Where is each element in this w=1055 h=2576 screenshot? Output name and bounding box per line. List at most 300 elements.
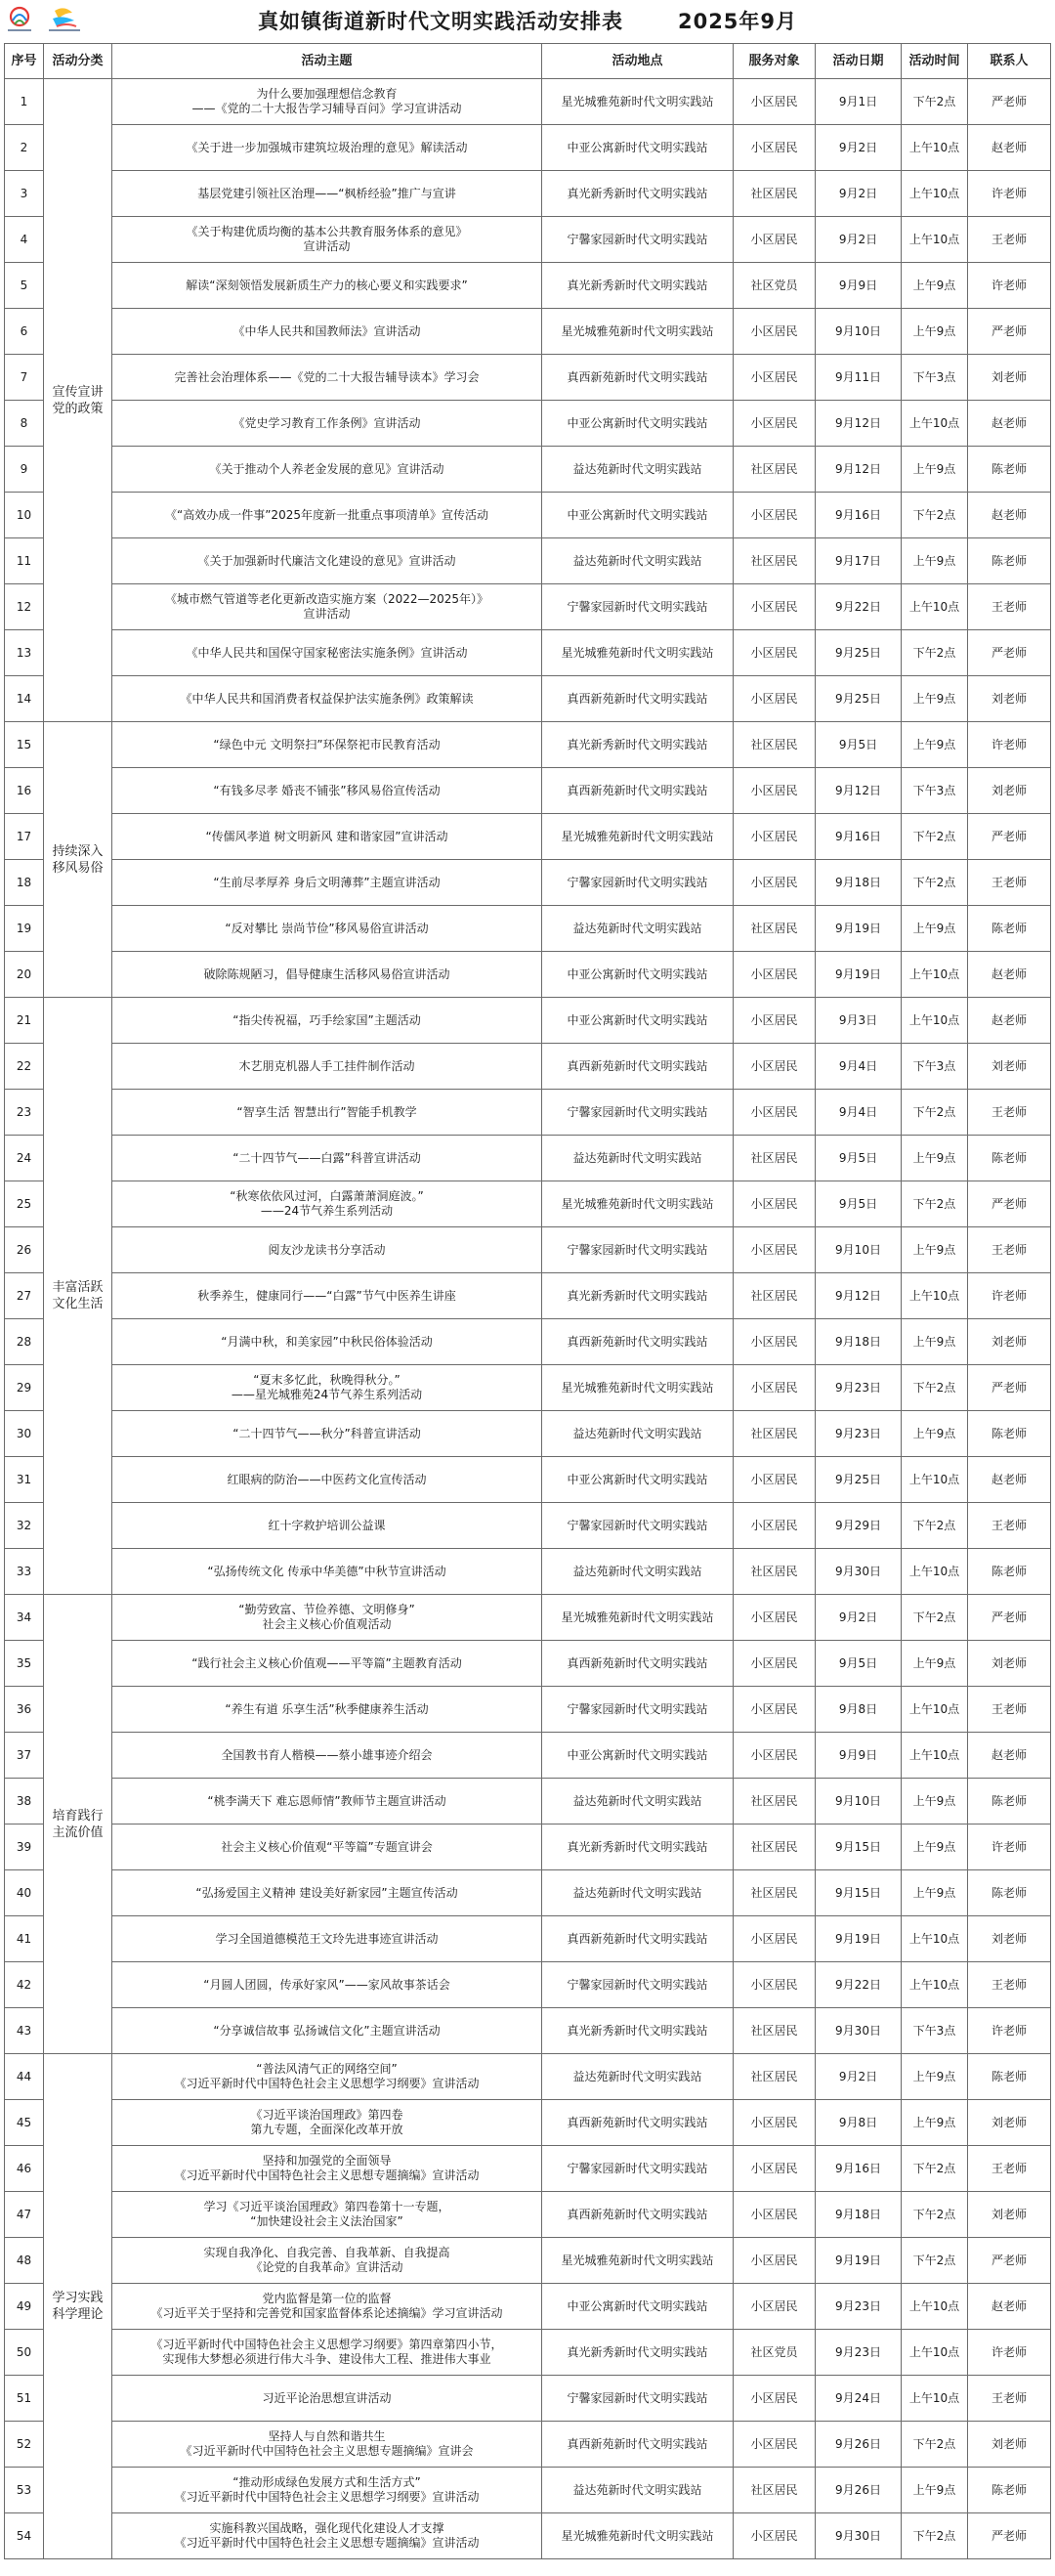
table-row (5, 2008, 1051, 2054)
activity-theme: 秋季养生，健康同行——“白露”节气中医养生讲座 (112, 1273, 542, 1319)
activity-time: 下午3点 (902, 1044, 968, 1090)
table-row (5, 125, 1051, 171)
table-row (5, 1549, 1051, 1595)
header-row (5, 44, 1051, 79)
service-target: 社区党员 (734, 2330, 816, 2376)
activity-date: 9月17日 (816, 538, 902, 584)
activity-date: 9月26日 (816, 2422, 902, 2468)
row-number: 52 (5, 2422, 44, 2468)
table-row (5, 263, 1051, 309)
activity-place: 宁馨家园新时代文明实践站 (542, 860, 734, 906)
activity-place: 宁馨家园新时代文明实践站 (542, 1962, 734, 2008)
activity-theme: 《中华人民共和国保守国家秘密法实施条例》宣讲活动 (112, 630, 542, 676)
service-target: 小区居民 (734, 676, 816, 722)
contact-person: 陈老师 (968, 1779, 1051, 1825)
activity-theme: “月满中秋，和美家园”中秋民俗体验活动 (112, 1319, 542, 1365)
activity-theme: “月圆人团圆，传承好家风”——家风故事茶话会 (112, 1962, 542, 2008)
activity-date: 9月30日 (816, 2513, 902, 2559)
activity-theme: 学习全国道德模范王文玲先进事迹宣讲活动 (112, 1916, 542, 1962)
table-row (5, 1044, 1051, 1090)
activity-time: 上午10点 (902, 1457, 968, 1503)
activity-place: 星光城雅苑新时代文明实践站 (542, 630, 734, 676)
activity-time: 下午2点 (902, 79, 968, 125)
service-target: 小区居民 (734, 2513, 816, 2559)
activity-theme: 红眼病的防治——中医药文化宣传活动 (112, 1457, 542, 1503)
activity-time: 上午10点 (902, 998, 968, 1044)
table-row (5, 2422, 1051, 2468)
service-target: 社区居民 (734, 1411, 816, 1457)
table-row (5, 1870, 1051, 1916)
contact-person: 严老师 (968, 2513, 1051, 2559)
row-number: 29 (5, 1365, 44, 1411)
row-number: 14 (5, 676, 44, 722)
activity-place: 宁馨家园新时代文明实践站 (542, 2376, 734, 2422)
contact-person: 陈老师 (968, 1549, 1051, 1595)
row-number: 1 (5, 79, 44, 125)
activity-place: 中亚公寓新时代文明实践站 (542, 493, 734, 538)
service-target: 小区居民 (734, 1181, 816, 1227)
contact-person: 许老师 (968, 171, 1051, 217)
activity-place: 真光新秀新时代文明实践站 (542, 722, 734, 768)
contact-person: 严老师 (968, 1595, 1051, 1641)
activity-time: 上午9点 (902, 263, 968, 309)
table-row (5, 1779, 1051, 1825)
service-target: 社区居民 (734, 1549, 816, 1595)
table-row (5, 1916, 1051, 1962)
activity-place: 宁馨家园新时代文明实践站 (542, 217, 734, 263)
activity-place: 益达苑新时代文明实践站 (542, 906, 734, 952)
contact-person: 严老师 (968, 630, 1051, 676)
table-row (5, 1687, 1051, 1733)
contact-person: 王老师 (968, 584, 1051, 630)
service-target: 小区居民 (734, 998, 816, 1044)
contact-person: 严老师 (968, 814, 1051, 860)
activity-place: 真西新苑新时代文明实践站 (542, 1319, 734, 1365)
activity-date: 9月23日 (816, 2284, 902, 2330)
service-target: 社区居民 (734, 722, 816, 768)
row-number: 46 (5, 2146, 44, 2192)
activity-place: 真西新苑新时代文明实践站 (542, 2422, 734, 2468)
activity-place: 中亚公寓新时代文明实践站 (542, 125, 734, 171)
activity-theme: 基层党建引领社区治理——“枫桥经验”推广与宣讲 (112, 171, 542, 217)
activity-theme: “弘扬爱国主义精神 建设美好新家园”主题宣传活动 (112, 1870, 542, 1916)
activity-place: 益达苑新时代文明实践站 (542, 1549, 734, 1595)
contact-person: 王老师 (968, 217, 1051, 263)
activity-theme: 破除陈规陋习，倡导健康生活移风易俗宣讲活动 (112, 952, 542, 998)
activity-theme: 为什么要加强理想信念教育 ——《党的二十大报告学习辅导百问》学习宣讲活动 (112, 79, 542, 125)
activity-date: 9月19日 (816, 1916, 902, 1962)
service-target: 社区居民 (734, 1273, 816, 1319)
contact-person: 严老师 (968, 79, 1051, 125)
header (0, 0, 1055, 47)
activity-theme: 坚持和加强党的全面领导 《习近平新时代中国特色社会主义思想专题摘编》宣讲活动 (112, 2146, 542, 2192)
activity-time: 上午10点 (902, 217, 968, 263)
activity-theme: “智享生活 智慧出行”智能手机教学 (112, 1090, 542, 1136)
activity-date: 9月23日 (816, 1411, 902, 1457)
activity-place: 益达苑新时代文明实践站 (542, 1411, 734, 1457)
activity-place: 真西新苑新时代文明实践站 (542, 2100, 734, 2146)
service-target: 社区居民 (734, 2008, 816, 2054)
activity-theme: 《习近平谈治国理政》第四卷 第九专题，全面深化改革开放 (112, 2100, 542, 2146)
row-number: 12 (5, 584, 44, 630)
activity-date: 9月19日 (816, 952, 902, 998)
activity-place: 真光新秀新时代文明实践站 (542, 1825, 734, 1870)
service-target: 小区居民 (734, 309, 816, 355)
service-target: 小区居民 (734, 2422, 816, 2468)
row-number: 5 (5, 263, 44, 309)
table-row (5, 309, 1051, 355)
contact-person: 陈老师 (968, 1136, 1051, 1181)
activity-date: 9月25日 (816, 676, 902, 722)
activity-time: 上午9点 (902, 2100, 968, 2146)
table-row (5, 2330, 1051, 2376)
service-target: 小区居民 (734, 1457, 816, 1503)
category-cell: 持续深入 移风易俗 (44, 722, 112, 998)
activity-place: 宁馨家园新时代文明实践站 (542, 1503, 734, 1549)
activity-time: 上午10点 (902, 952, 968, 998)
activity-date: 9月15日 (816, 1825, 902, 1870)
table-row (5, 538, 1051, 584)
row-number: 27 (5, 1273, 44, 1319)
activity-date: 9月30日 (816, 1549, 902, 1595)
row-number: 45 (5, 2100, 44, 2146)
activity-theme: 《习近平新时代中国特色社会主义思想学习纲要》第四章第四小节， 实现伟大梦想必须进行伟大斗争、建设伟大工程、推进伟大事业 (112, 2330, 542, 2376)
activity-date: 9月5日 (816, 1136, 902, 1181)
activity-time: 下午2点 (902, 1595, 968, 1641)
activity-time: 上午10点 (902, 1549, 968, 1595)
activity-time: 下午2点 (902, 814, 968, 860)
table-row (5, 906, 1051, 952)
activity-time: 上午9点 (902, 2054, 968, 2100)
activity-time: 上午9点 (902, 309, 968, 355)
activity-place: 宁馨家园新时代文明实践站 (542, 1227, 734, 1273)
contact-person: 王老师 (968, 1090, 1051, 1136)
activity-date: 9月23日 (816, 1365, 902, 1411)
activity-date: 9月2日 (816, 2054, 902, 2100)
activity-date: 9月1日 (816, 79, 902, 125)
service-target: 小区居民 (734, 860, 816, 906)
activity-time: 上午10点 (902, 1733, 968, 1779)
service-target: 小区居民 (734, 2238, 816, 2284)
activity-date: 9月12日 (816, 1273, 902, 1319)
row-number: 20 (5, 952, 44, 998)
activity-place: 真光新秀新时代文明实践站 (542, 1273, 734, 1319)
table-row (5, 2284, 1051, 2330)
activity-theme: “普法风清气正的网络空间” 《习近平新时代中国特色社会主义思想学习纲要》宣讲活动 (112, 2054, 542, 2100)
activity-time: 上午9点 (902, 1319, 968, 1365)
table-row (5, 2054, 1051, 2100)
activity-theme: 红十字救护培训公益课 (112, 1503, 542, 1549)
activity-time: 上午10点 (902, 171, 968, 217)
contact-person: 许老师 (968, 1273, 1051, 1319)
row-number: 22 (5, 1044, 44, 1090)
activity-date: 9月11日 (816, 355, 902, 401)
row-number: 21 (5, 998, 44, 1044)
service-target: 社区居民 (734, 1825, 816, 1870)
row-number: 9 (5, 447, 44, 493)
row-number: 26 (5, 1227, 44, 1273)
activity-place: 中亚公寓新时代文明实践站 (542, 1457, 734, 1503)
activity-time: 下午2点 (902, 1181, 968, 1227)
activity-date: 9月4日 (816, 1044, 902, 1090)
contact-person: 许老师 (968, 1825, 1051, 1870)
service-target: 小区居民 (734, 584, 816, 630)
activity-theme: 习近平论治思想宣讲活动 (112, 2376, 542, 2422)
activity-theme: 《中华人民共和国教师法》宣讲活动 (112, 309, 542, 355)
activity-theme: 社会主义核心价值观“平等篇”专题宣讲会 (112, 1825, 542, 1870)
title-month: 2025年9月 (677, 10, 798, 33)
service-target: 社区居民 (734, 2468, 816, 2513)
service-target: 小区居民 (734, 630, 816, 676)
activity-date: 9月18日 (816, 2192, 902, 2238)
activity-place: 星光城雅苑新时代文明实践站 (542, 2238, 734, 2284)
activity-time: 下午2点 (902, 2146, 968, 2192)
table-row (5, 447, 1051, 493)
service-target: 小区居民 (734, 2100, 816, 2146)
activity-theme: “反对攀比 崇尚节俭”移风易俗宣讲活动 (112, 906, 542, 952)
row-number: 36 (5, 1687, 44, 1733)
service-target: 小区居民 (734, 493, 816, 538)
contact-person: 刘老师 (968, 2192, 1051, 2238)
contact-person: 王老师 (968, 1503, 1051, 1549)
table-row (5, 584, 1051, 630)
table-row (5, 1595, 1051, 1641)
row-number: 24 (5, 1136, 44, 1181)
activity-theme: “秋寒依依风过河，白露萧萧洞庭波。” ——24节气养生系列活动 (112, 1181, 542, 1227)
service-target: 小区居民 (734, 1090, 816, 1136)
row-number: 49 (5, 2284, 44, 2330)
table-row (5, 952, 1051, 998)
activity-date: 9月25日 (816, 1457, 902, 1503)
activity-theme: 解读“深刻领悟发展新质生产力的核心要义和实践要求” (112, 263, 542, 309)
activity-time: 上午9点 (902, 1641, 968, 1687)
service-target: 小区居民 (734, 1365, 816, 1411)
activity-place: 真西新苑新时代文明实践站 (542, 676, 734, 722)
contact-person: 赵老师 (968, 1457, 1051, 1503)
header-time: 活动时间 (902, 44, 968, 79)
activity-theme: “养生有道 乐享生活”秋季健康养生活动 (112, 1687, 542, 1733)
header-target: 服务对象 (734, 44, 816, 79)
row-number: 35 (5, 1641, 44, 1687)
row-number: 25 (5, 1181, 44, 1227)
activity-date: 9月5日 (816, 722, 902, 768)
activity-theme: 《关于进一步加强城市建筑垃圾治理的意见》解读活动 (112, 125, 542, 171)
contact-person: 许老师 (968, 722, 1051, 768)
service-target: 小区居民 (734, 2192, 816, 2238)
activity-place: 益达苑新时代文明实践站 (542, 1136, 734, 1181)
activity-theme: 《“高效办成一件事”2025年度新一批重点事项清单》宣传活动 (112, 493, 542, 538)
row-number: 34 (5, 1595, 44, 1641)
row-number: 41 (5, 1916, 44, 1962)
activity-time: 上午10点 (902, 1273, 968, 1319)
service-target: 小区居民 (734, 814, 816, 860)
header-no: 序号 (5, 44, 44, 79)
activity-theme: “勤劳致富、节俭养德、文明修身” 社会主义核心价值观活动 (112, 1595, 542, 1641)
row-number: 13 (5, 630, 44, 676)
service-target: 社区居民 (734, 906, 816, 952)
activity-place: 益达苑新时代文明实践站 (542, 2054, 734, 2100)
activity-theme: 《关于构建优质均衡的基本公共教育服务体系的意见》 宣讲活动 (112, 217, 542, 263)
activity-theme: 《关于加强新时代廉洁文化建设的意见》宣讲活动 (112, 538, 542, 584)
activity-time: 上午9点 (902, 676, 968, 722)
activity-time: 下午2点 (902, 2192, 968, 2238)
contact-person: 刘老师 (968, 355, 1051, 401)
contact-person: 刘老师 (968, 676, 1051, 722)
service-target: 小区居民 (734, 2146, 816, 2192)
category-cell: 丰富活跃 文化生活 (44, 998, 112, 1595)
table-row (5, 630, 1051, 676)
activity-place: 星光城雅苑新时代文明实践站 (542, 2513, 734, 2559)
activity-theme: “传儒风孝道 树文明新风 建和谐家园”宣讲活动 (112, 814, 542, 860)
activity-theme: 全国教书育人楷模——蔡小雄事迹介绍会 (112, 1733, 542, 1779)
activity-date: 9月2日 (816, 217, 902, 263)
contact-person: 严老师 (968, 309, 1051, 355)
activity-theme: 实施科教兴国战略，强化现代化建设人才支撑 《习近平新时代中国特色社会主义思想专题摘编》宣讲活动 (112, 2513, 542, 2559)
service-target: 社区居民 (734, 1870, 816, 1916)
activity-theme: 学习《习近平谈治国理政》第四卷第十一专题， “加快建设社会主义法治国家” (112, 2192, 542, 2238)
row-number: 19 (5, 906, 44, 952)
row-number: 32 (5, 1503, 44, 1549)
activity-date: 9月23日 (816, 2330, 902, 2376)
contact-person: 严老师 (968, 2238, 1051, 2284)
table-row (5, 1733, 1051, 1779)
activity-place: 真西新苑新时代文明实践站 (542, 1044, 734, 1090)
activity-time: 下午3点 (902, 2008, 968, 2054)
contact-person: 王老师 (968, 1687, 1051, 1733)
contact-person: 许老师 (968, 2330, 1051, 2376)
service-target: 社区居民 (734, 447, 816, 493)
row-number: 44 (5, 2054, 44, 2100)
activity-date: 9月12日 (816, 447, 902, 493)
activity-date: 9月16日 (816, 814, 902, 860)
activity-time: 下午2点 (902, 630, 968, 676)
row-number: 48 (5, 2238, 44, 2284)
table-row (5, 2146, 1051, 2192)
activity-date: 9月5日 (816, 1641, 902, 1687)
contact-person: 王老师 (968, 1962, 1051, 2008)
contact-person: 陈老师 (968, 2468, 1051, 2513)
table-row (5, 814, 1051, 860)
activity-date: 9月3日 (816, 998, 902, 1044)
activity-date: 9月19日 (816, 906, 902, 952)
activity-theme: 完善社会治理体系——《党的二十大报告辅导读本》学习会 (112, 355, 542, 401)
activity-time: 下午2点 (902, 2238, 968, 2284)
activity-place: 星光城雅苑新时代文明实践站 (542, 1181, 734, 1227)
contact-person: 陈老师 (968, 447, 1051, 493)
row-number: 10 (5, 493, 44, 538)
row-number: 4 (5, 217, 44, 263)
service-target: 小区居民 (734, 1044, 816, 1090)
contact-person: 王老师 (968, 2376, 1051, 2422)
row-number: 31 (5, 1457, 44, 1503)
category-cell: 学习实践 科学理论 (44, 2054, 112, 2559)
header-place: 活动地点 (542, 44, 734, 79)
activity-date: 9月15日 (816, 1870, 902, 1916)
row-number: 23 (5, 1090, 44, 1136)
activity-theme: 坚持人与自然和谐共生 《习近平新时代中国特色社会主义思想专题摘编》宣讲会 (112, 2422, 542, 2468)
service-target: 小区居民 (734, 217, 816, 263)
table-row (5, 2100, 1051, 2146)
table-row (5, 2192, 1051, 2238)
activity-date: 9月12日 (816, 768, 902, 814)
table-row (5, 171, 1051, 217)
activity-time: 上午9点 (902, 1779, 968, 1825)
activity-place: 星光城雅苑新时代文明实践站 (542, 1595, 734, 1641)
activity-theme: 《中华人民共和国消费者权益保护法实施条例》政策解读 (112, 676, 542, 722)
activity-place: 星光城雅苑新时代文明实践站 (542, 1365, 734, 1411)
table-row (5, 1136, 1051, 1181)
service-target: 小区居民 (734, 1319, 816, 1365)
service-target: 小区居民 (734, 768, 816, 814)
activity-place: 宁馨家园新时代文明实践站 (542, 584, 734, 630)
table-row (5, 1962, 1051, 2008)
activity-date: 9月29日 (816, 1503, 902, 1549)
row-number: 37 (5, 1733, 44, 1779)
table-row (5, 1273, 1051, 1319)
contact-person: 赵老师 (968, 952, 1051, 998)
table-row (5, 1365, 1051, 1411)
row-number: 40 (5, 1870, 44, 1916)
contact-person: 许老师 (968, 263, 1051, 309)
activity-time: 上午9点 (902, 447, 968, 493)
table-row (5, 1641, 1051, 1687)
table-row (5, 768, 1051, 814)
activity-time: 上午10点 (902, 1962, 968, 2008)
activity-time: 上午10点 (902, 2376, 968, 2422)
service-target: 小区居民 (734, 1916, 816, 1962)
activity-place: 宁馨家园新时代文明实践站 (542, 2146, 734, 2192)
contact-person: 刘老师 (968, 2100, 1051, 2146)
row-number: 8 (5, 401, 44, 447)
row-number: 2 (5, 125, 44, 171)
row-number: 51 (5, 2376, 44, 2422)
contact-person: 赵老师 (968, 125, 1051, 171)
service-target: 小区居民 (734, 2284, 816, 2330)
contact-person: 赵老师 (968, 401, 1051, 447)
activity-date: 9月10日 (816, 1227, 902, 1273)
activity-date: 9月10日 (816, 309, 902, 355)
activity-place: 益达苑新时代文明实践站 (542, 2468, 734, 2513)
activity-date: 9月24日 (816, 2376, 902, 2422)
activity-place: 真光新秀新时代文明实践站 (542, 2008, 734, 2054)
activity-place: 星光城雅苑新时代文明实践站 (542, 79, 734, 125)
table-row (5, 1503, 1051, 1549)
activity-place: 真西新苑新时代文明实践站 (542, 768, 734, 814)
activity-time: 下午2点 (902, 493, 968, 538)
activity-place: 真西新苑新时代文明实践站 (542, 355, 734, 401)
activity-date: 9月30日 (816, 2008, 902, 2054)
activity-place: 星光城雅苑新时代文明实践站 (542, 309, 734, 355)
activity-time: 上午10点 (902, 2284, 968, 2330)
activity-place: 中亚公寓新时代文明实践站 (542, 952, 734, 998)
row-number: 54 (5, 2513, 44, 2559)
contact-person: 严老师 (968, 1181, 1051, 1227)
row-number: 15 (5, 722, 44, 768)
table-row (5, 1457, 1051, 1503)
service-target: 小区居民 (734, 401, 816, 447)
row-number: 30 (5, 1411, 44, 1457)
activity-time: 上午9点 (902, 1411, 968, 1457)
activity-place: 中亚公寓新时代文明实践站 (542, 401, 734, 447)
row-number: 42 (5, 1962, 44, 2008)
contact-person: 严老师 (968, 1365, 1051, 1411)
contact-person: 赵老师 (968, 2284, 1051, 2330)
activity-place: 真光新秀新时代文明实践站 (542, 171, 734, 217)
service-target: 小区居民 (734, 952, 816, 998)
activity-place: 真西新苑新时代文明实践站 (542, 1916, 734, 1962)
service-target: 社区居民 (734, 1136, 816, 1181)
contact-person: 王老师 (968, 1227, 1051, 1273)
